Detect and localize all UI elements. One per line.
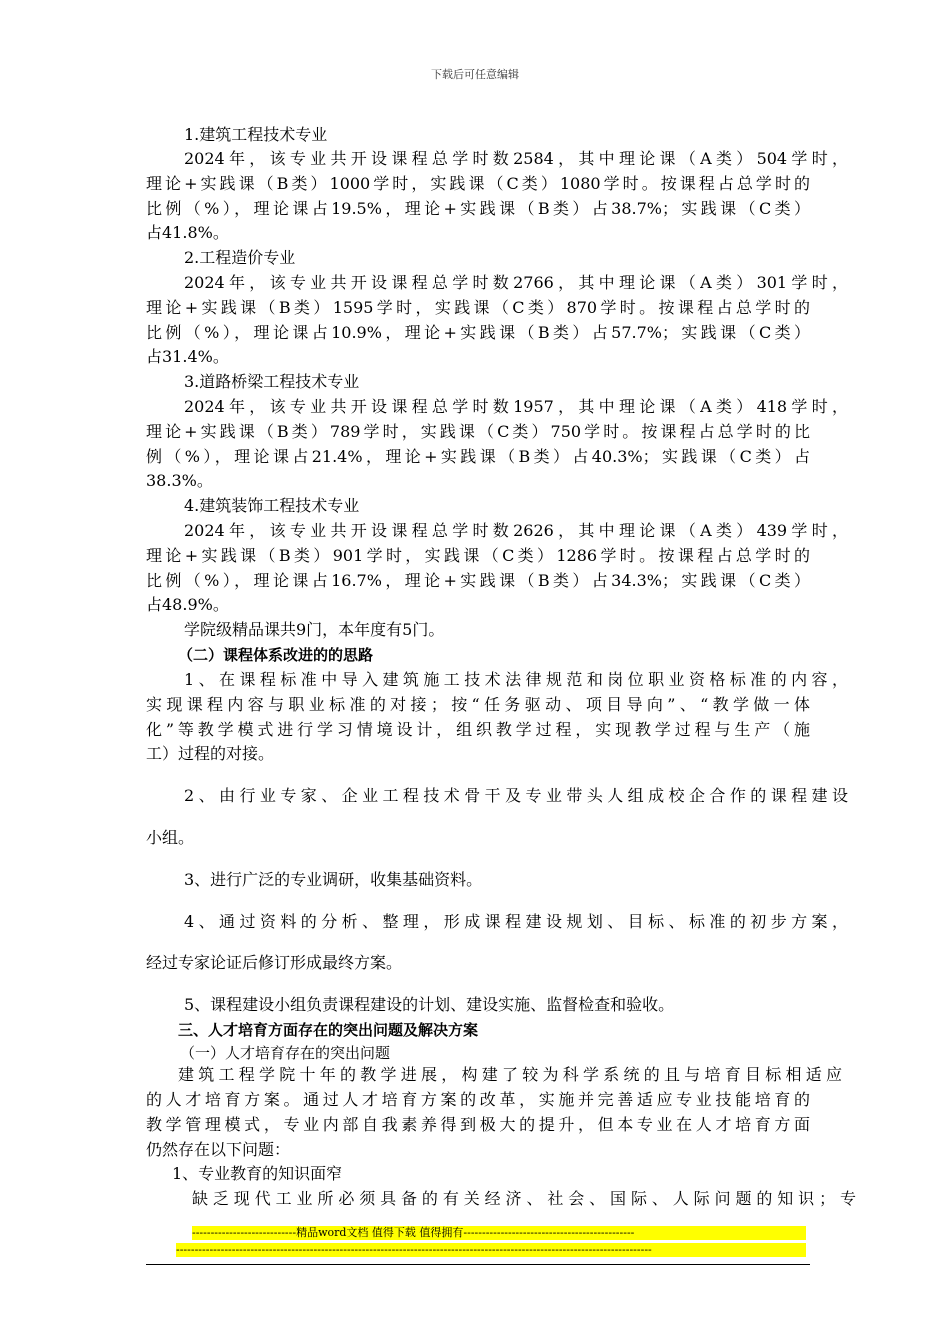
paragraph-line: 4、通过资料的分析、整理，形成课程建设规划、目标、标准的初步方案， <box>184 912 848 931</box>
paragraph-line: 理论+实践课（B类）789学时，实践课（C类）750学时。按课程占总学时的比 <box>146 422 810 441</box>
section-heading: 3.道路桥梁工程技术专业 <box>184 372 360 391</box>
paragraph-line: 的人才培育方案。通过人才培育方案的改革，实施并完善适应专业技能培育的 <box>146 1090 810 1109</box>
paragraph-line: 理论+实践课（B类）1595学时，实践课（C类）870学时。按课程占总学时的 <box>146 298 810 317</box>
paragraph-line: 建筑工程学院十年的教学进展，构建了较为科学系统的且与培育目标相适应 <box>178 1065 842 1084</box>
paragraph-line: 理论+实践课（B类）901学时，实践课（C类）1286学时。按课程占总学时的 <box>146 546 810 565</box>
section-heading: 1.建筑工程技术专业 <box>184 125 328 144</box>
paragraph-line: 2024年，该专业共开设课程总学时数2766，其中理论课（A类）301学时， <box>184 273 848 292</box>
paragraph-line: 缺乏现代工业所必须具备的有关经济、社会、国际、人际问题的知识；专 <box>192 1189 856 1208</box>
paragraph-line: 工）过程的对接。 <box>146 744 275 763</box>
paragraph-line: 2、由行业专家、企业工程技术骨干及专业带头人组成校企合作的课程建设 <box>184 786 848 805</box>
paragraph-line: 化”等教学模式进行学习情境设计，组织教学过程，实现教学过程与生产（施 <box>146 720 810 739</box>
subsection-heading: 1、专业教育的知识面窄 <box>172 1164 343 1183</box>
paragraph-line: 占41.8%。 <box>146 223 229 242</box>
paragraph-line: 理论+实践课（B类）1000学时，实践课（C类）1080学时。按课程占总学时的 <box>146 174 810 193</box>
page-header: 下载后可任意编辑 <box>431 68 519 81</box>
footer-divider <box>146 1264 810 1265</box>
paragraph-line: 教学管理模式，专业内部自我素养得到极大的提升，但本专业在人才培育方面 <box>146 1115 810 1134</box>
subsection-heading: （一）人才培育存在的突出问题 <box>180 1044 391 1062</box>
paragraph-line: 2024年，该专业共开设课程总学时数1957，其中理论课（A类）418学时， <box>184 397 848 416</box>
paragraph-line: 比例（%），理论课占16.7%，理论+实践课（B类）占34.3%；实践课（C类） <box>146 571 810 590</box>
section-heading: 2.工程造价专业 <box>184 248 296 267</box>
subsection-heading: （二）课程体系改进的的思路 <box>178 646 374 664</box>
section-heading: 三、人才培育方面存在的突出问题及解决方案 <box>178 1021 479 1039</box>
paragraph-line: 2024年，该专业共开设课程总学时数2584，其中理论课（A类）504学时， <box>184 149 848 168</box>
paragraph-line: 比例（%），理论课占19.5%，理论+实践课（B类）占38.7%；实践课（C类） <box>146 199 810 218</box>
footer-banner-line1: ----------------------------精品word文档 值得下载 值得拥有---------------------------------------------- <box>192 1226 806 1240</box>
paragraph-line: 3、进行广泛的专业调研，收集基础资料。 <box>184 870 483 889</box>
paragraph-line: 经过专家论证后修订形成最终方案。 <box>146 953 403 972</box>
paragraph-line: 2024年，该专业共开设课程总学时数2626，其中理论课（A类）439学时， <box>184 521 848 540</box>
paragraph-line: 学院级精品课共9门，本年度有5门。 <box>184 620 445 639</box>
paragraph-line: 1、在课程标准中导入建筑施工技术法律规范和岗位职业资格标准的内容， <box>184 670 848 689</box>
footer-banner-line2: -------------------------------------------------------------------------------------------------------------------------------- <box>176 1243 806 1257</box>
paragraph-line: 占31.4%。 <box>146 347 229 366</box>
paragraph-line: 38.3%。 <box>146 471 213 490</box>
paragraph-line: 5、课程建设小组负责课程建设的计划、建设实施、监督检查和验收。 <box>184 995 675 1014</box>
paragraph-line: 例（%），理论课占21.4%，理论+实践课（B类）占40.3%；实践课（C类）占 <box>146 447 810 466</box>
paragraph-line: 比例（%），理论课占10.9%，理论+实践课（B类）占57.7%；实践课（C类） <box>146 323 810 342</box>
paragraph-line: 实现课程内容与职业标准的对接；按“任务驱动、项目导向”、“教学做一体 <box>146 695 810 714</box>
paragraph-line: 占48.9%。 <box>146 595 229 614</box>
section-heading: 4.建筑装饰工程技术专业 <box>184 496 360 515</box>
paragraph-line: 小组。 <box>146 828 195 847</box>
paragraph-line: 仍然存在以下问题： <box>146 1140 291 1159</box>
